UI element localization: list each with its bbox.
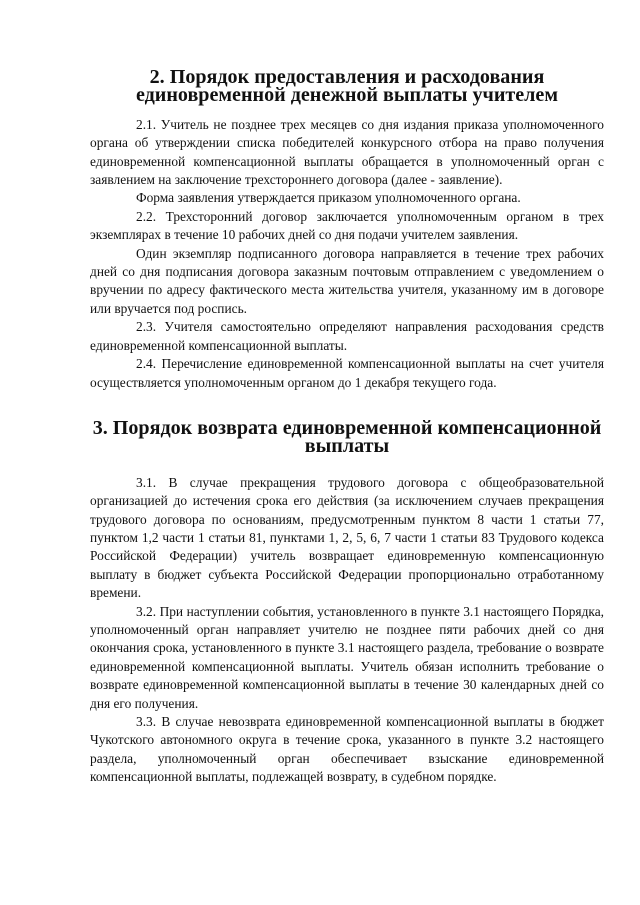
paragraph-2-3: 2.3. Учителя самостоятельно определяют направления расходования средств единовременной компенсационной выплаты. [90,319,604,353]
paragraph-form-statement: Форма заявления утверждается приказом уполномоченного органа. [136,190,521,206]
paragraph-contract-copy: Один экземпляр подписанного договора направляется в течение трех рабочих дней со дня подписания договора заказным почтовым отправлением с уведомлением о вручении по адресу фактического места жительства учителя, указанному им в договоре или вручается под роспись. [90,245,604,316]
paragraph-3-3: 3.3. В случае невозврата единовременной компенсационной выплаты в бюджет Чукотского автономного округа в течение срока, указанного в пункте 3.2 настоящего раздела, уполномоченный орган обеспечивает взыскание единовременной компенсационной выплаты, подлежащей возврату, в судебном порядке. [90,714,604,785]
section-2-heading: 2. Порядок предоставления и расходования единовременной денежной выплаты учителем [135,66,559,107]
section-3-heading: 3. Порядок возврата единовременной компенсационной выплаты [92,416,602,458]
paragraph-2-1: 2.1. Учитель не позднее трех месяцев со дня издания приказа уполномоченного органа об утверждении списка победителей конкурсного отбора на право получения единовременной компенсационной выплаты обращается в уполномоченный орган с заявлением на заключение трехстороннего договора (далее - заявление). [90,116,604,188]
paragraph-3-2: 3.2. При наступлении события, установленного в пункте 3.1 настоящего Порядка, уполномоченный орган направляет учителю не позднее пяти рабочих дней со дня окончания срока, установленного в пункте 3.1 настоящего раздела, требование о возврате единовременной компенсационной выплаты. Учитель обязан исполнить требование о возврате единовременной компенсационной выплаты в течение 30 календарных дней со дня его получения. [90,603,604,711]
paragraph-2-4: 2.4. Перечисление единовременной компенсационной выплаты на счет учителя осуществляется уполномоченным органом до 1 декабря текущего года. [90,356,604,390]
paragraph-3-1: 3.1. В случае прекращения трудового договора с общеобразовательной организацией до истечения срока его действия (за исключением случаев прекращения трудового договора по основаниям, предусмотренным пунктом 8 части 1 статьи 77, пунктом 1,2 части 1 статьи 81, пунктами 1, 2, 5, 6, 7 части 1 статьи 83 Трудового кодекса Российской Федерации) учитель возвращает единовременную компенсационную выплату в бюджет субъекта Российской Федерации пропорционально отработанному времени. [90,474,604,601]
paragraph-2-2: 2.2. Трехсторонний договор заключается уполномоченным органом в трех экземплярах в течение 10 рабочих дней со дня подачи учителем заявления. [90,208,604,243]
